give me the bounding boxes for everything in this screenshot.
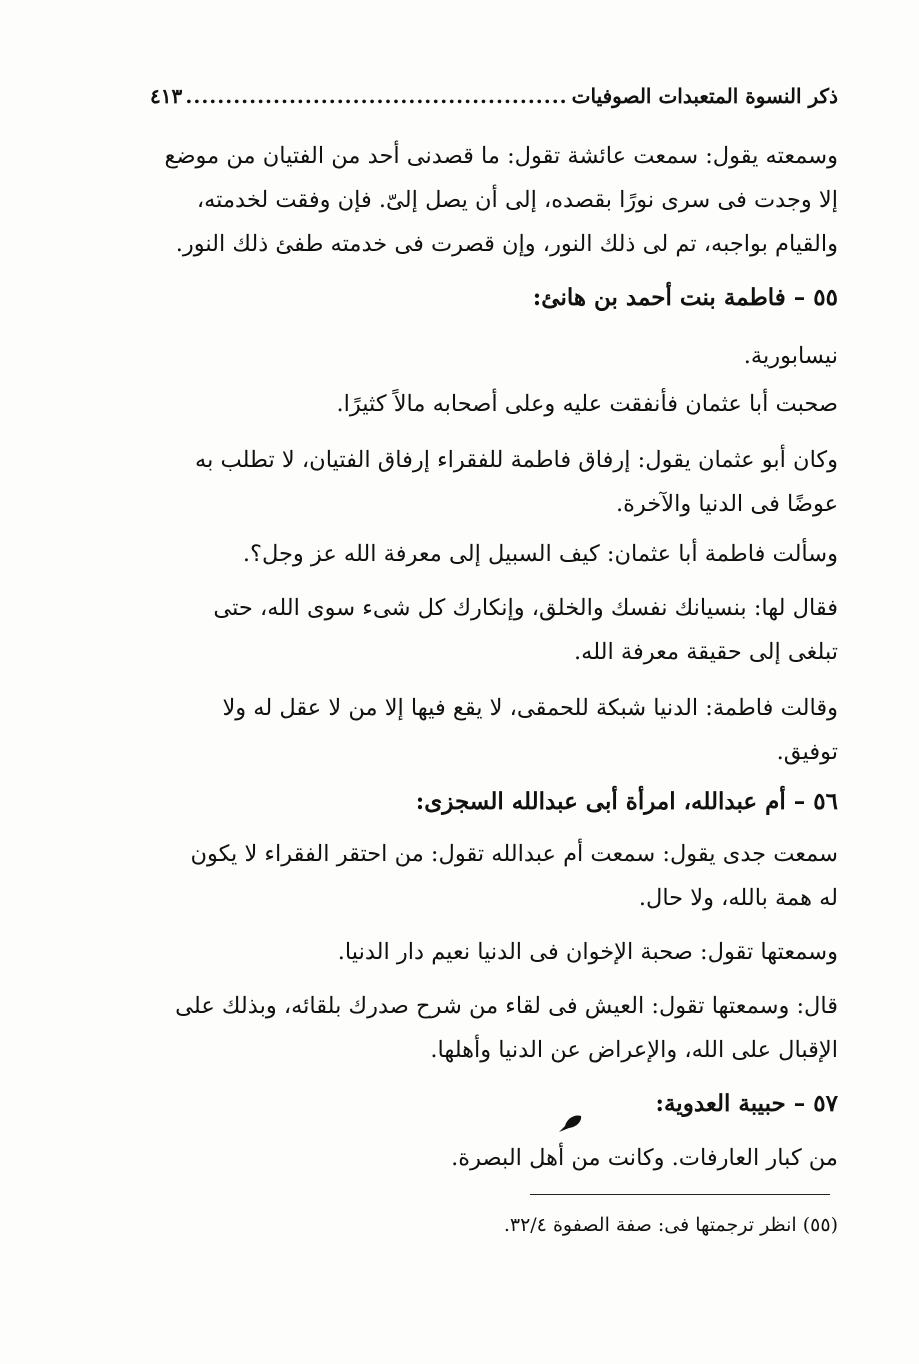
section-56-heading: ٥٦ – أم عبدالله، امرأة أبى عبدالله السجزى:	[415, 788, 838, 815]
section-55-paragraph-6-line-2: توفيق.	[776, 739, 838, 765]
section-55-paragraph-3-line-1: وكان أبو عثمان يقول: إرفاق فاطمة للفقراء إرفاق الفتيان، لا تطلب به	[195, 447, 838, 473]
section-57-paragraph-1: من كبار العارفات. وكانت من أهل البصرة.	[451, 1145, 838, 1171]
intro-line-2: إلا وجدت فى سرى نورًا بقصده، إلى أن يصل إلىّ. فإن وفقت لخدمته،	[196, 187, 838, 213]
footnote-separator	[530, 1194, 830, 1195]
section-55-paragraph-5-line-1: فقال لها: بنسيانك نفسك والخلق، وإنكارك كل شىء سوى الله، حتى	[213, 595, 838, 621]
section-55-paragraph-2: صحبت أبا عثمان فأنفقت عليه وعلى أصحابه مالاً كثيرًا.	[336, 391, 838, 417]
ink-blot-mark	[557, 1112, 583, 1134]
section-56-paragraph-1-line-2: له همة بالله، ولا حال.	[638, 885, 838, 911]
footnote: (٥٥) انظر ترجمتها فى: صفة الصفوة ٣٢/٤.	[503, 1214, 838, 1236]
section-55-paragraph-6-line-1: وقالت فاطمة: الدنيا شبكة للحمقى، لا يقع فيها إلا من لا عقل له ولا	[222, 695, 838, 721]
running-header	[150, 84, 838, 124]
section-55-heading: ٥٥ – فاطمة بنت أحمد بن هانئ:	[532, 284, 838, 311]
page-number: ٤١٣	[150, 84, 183, 108]
section-56-paragraph-1-line-1: سمعت جدى يقول: سمعت أم عبدالله تقول: من احتقر الفقراء لا يكون	[190, 841, 838, 867]
section-56-paragraph-3-line-2: الإقبال على الله، والإعراض عن الدنيا وأهلها.	[430, 1037, 838, 1063]
header-title: ذكر النسوة المتعبدات الصوفيات	[571, 84, 838, 108]
intro-line-3: والقيام بواجبه، تم لى ذلك النور، وإن قصرت فى خدمته طفئ ذلك النور.	[175, 231, 838, 257]
section-56-paragraph-3-line-1: قال: وسمعتها تقول: العيش فى لقاء من شرح صدرك بلقائه، وبذلك على	[175, 993, 838, 1019]
section-55-paragraph-4: وسألت فاطمة أبا عثمان: كيف السبيل إلى معرفة الله عز وجل؟.	[242, 541, 838, 567]
section-55-paragraph-1: نيسابورية.	[743, 343, 838, 369]
section-56-paragraph-2: وسمعتها تقول: صحبة الإخوان فى الدنيا نعيم دار الدنيا.	[337, 939, 838, 965]
section-57-heading: ٥٧ – حبيبة العدوية:	[655, 1090, 838, 1117]
intro-line-1: وسمعته يقول: سمعت عائشة تقول: ما قصدنى أحد من الفتيان من موضع	[164, 143, 838, 169]
header-leader-dots	[186, 84, 567, 108]
section-55-paragraph-5-line-2: تبلغى إلى حقيقة معرفة الله.	[573, 639, 838, 665]
section-55-paragraph-3-line-2: عوضًا فى الدنيا والآخرة.	[615, 491, 838, 517]
